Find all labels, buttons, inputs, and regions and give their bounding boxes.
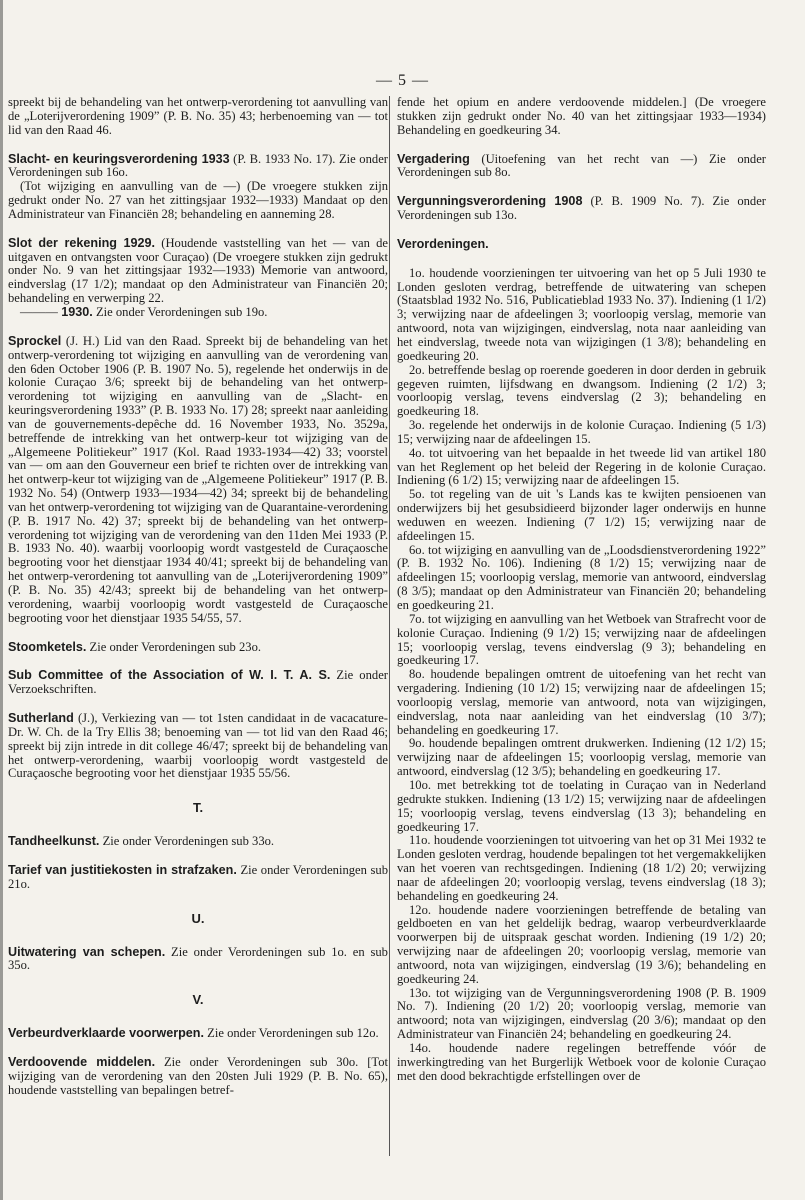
entry-tandheelkunst [8, 835, 388, 849]
entry-subentry-1930 [8, 306, 388, 320]
section-letter-t: T. [192, 800, 204, 816]
entry-heading: Sprockel [8, 333, 62, 348]
list-item: 11o. houdende voorzieningen tot uitvoering van het op 31 Mei 1932 te Londen gesloten verdrag, houdende bepalingen tot het vergemakkelijken van het voeren van rechtsgedingen. Indiening (18 1/2) 20; verwijzing naar de afdeelingen 20; voorloopig verslag, tevens eindverslag (18 3); behandeling en goedkeuring 24. [397, 833, 766, 903]
entry-sub-committee [8, 669, 388, 697]
section-letter-v: V. [192, 992, 204, 1008]
entry-text: (J. H.) Lid van den Raad. Spreekt bij de behandeling van het ontwerp-verordening tot wijziging en aanvulling van de verordening van den 6den October 1906 (P. B. 1907 No. 5), regelende het onderwijs in de kolonie Curaçao 3/6; spreekt bij de behandeling van het ontwerp-verordening tot wijziging en aanvulling van de „Slacht- en keuringsverordening 1933” (P. B. 1933 No. 17) 28; spreekt naar aanleiding van de gouvernements-depêche dd. 16 November 1933, No. 3529a, betreffende de intrekking van het ontwerp-keur tot wijziging van de „Algemeene Politiekeur” 1917 (Kol. Raad 1933-1934—42) 33; voorstel van — om aan den Gouverneur een brief te richten over de intrekking van het ontwerp-keur tot wijziging van de „Algemeene Politiekeur” 1917 (P. B. 1932 No. 54) (Ontwerp 1933—1934—42) 34; spreekt bij de behandeling van het ontwerp-verordening tot wijziging van de Quarantaine-verordening (P. B. 1917 No. 42) 37; spreekt bij de behandeling van het ontwerp-verordening tot wijziging van de verordening van den 11den Mei 1933 (P. B. 1933 No. 40). waarbij voorloopig wordt vastgesteld de Curaçaosche begrooting voor het dienstjaar 1934 40/41; spreekt bij de behandeling van het ontwerp-verordening tot aanvulling van de „Loterijverordening 1909” (P. B. No. 35) 42/43; spreekt bij de behandeling van het ontwerp-verordening, waarbij voorloopig wordt vastgesteld de Curaçaosche begrooting voor het dienstjaar 1935 54/55, 57. [8, 333, 388, 625]
entry-text: (Houdende vaststelling van het — van de uitgaven en ontvangsten voor Curaçao) (De vroegere stukken zijn gedrukt onder No. 9 van het zittingsjaar 1932—1933) Memorie van antwoord, eindverslag (17 1/2); mandaat op den Administrateur van Financiën 20; behandeling en verwerping 22. [8, 235, 388, 306]
entry-tarief-justitiekosten [8, 864, 388, 892]
entry-text: Zie onder Verordeningen sub 21o. [8, 862, 388, 891]
entry-text: Zie onder Verordeningen sub 23o. [86, 639, 262, 654]
entry-text: (J.), Verkiezing van — tot 1sten candidaat in de vacacature-Dr. W. Ch. de la Try Ellis 38; benoeming van — tot lid van den Raad 46; spreekt bij zijn intrede in dit college 46/47; spreekt bij de behandeling van het ontwerp-verordening, waarbij voorloopig wordt vastgesteld de Curaçaosche begrooting voor het dienstjaar 1935 55/56. [8, 711, 388, 781]
entry-heading: Sub Committee of the Association of W. I. T. A. S. [8, 668, 331, 683]
section-letter-u: U. [191, 910, 205, 926]
list-item: 9o. houdende bepalingen omtrent drukwerken. Indiening (12 1/2) 15; verwijzing naar de afdeelingen 15; voorloopig verslag, memorie van antwoord, eindverslag (12 3/5); behandeling en goedkeuring 17. [397, 736, 766, 779]
list-item: 7o. tot wijziging en aanvulling van het Wetboek van Strafrecht voor de kolonie Curaçao. Indiening (9 1/2) 15; verwijzing naar de afdeelingen 15; voorloopig verslag, tevens eindverslag (9 3); behandeling en goedkeuring 17. [397, 611, 766, 668]
entry-heading: Verordeningen. [397, 236, 489, 251]
entry-subheading: 1930. [57, 304, 93, 319]
entry-heading: Vergunningsverordening 1908 [397, 194, 583, 209]
entry-uitwatering [8, 946, 388, 974]
entry-heading: Stoomketels. [8, 639, 87, 654]
entry-text: (P. B. 1909 No. 7). Zie onder Verordeningen sub 13o. [397, 194, 766, 223]
entry-heading: Sutherland [8, 711, 74, 726]
entry-heading: Uitwatering van schepen. [8, 944, 166, 959]
entry-heading: Slacht- en keuringsverordening 1933 [8, 151, 230, 166]
list-item: 4o. tot uitvoering van het bepaalde in het tweede lid van artikel 180 van het Reglement op het beleid der Regering in de kolonie Curaçao. Indiening (6 1/2) 15; verwijzing naar de afdeelingen 15. [397, 445, 766, 488]
entry-verdoovende-middelen [8, 1056, 388, 1098]
continued-entry: spreekt bij de behandeling van het ontwerp-verordening tot aanvulling van de „Loterijverordening 1909” (P. B. No. 35) 43; herbenoeming van — tot lid van den Raad 46. [8, 95, 388, 137]
entry-slacht-keuring [8, 153, 388, 181]
list-item: 12o. houdende nadere voorzieningen betreffende de betaling van geldboeten en van het geldelijk bedrag, waarop verbeurdverklaarde voorwerpen bij de uitspraak geschat worden. Indiening (19 1/2) 20; verwijzing naar de afdeelingen 20; voorloopig verslag, memorie van antwoord, nota van wijzigingen, eindverslag (19 3/6); behandeling en goedkeuring 24. [397, 902, 766, 986]
entry-text: Zie onder Verordeningen sub 1o. en sub 35o. [8, 944, 388, 973]
entry-sprockel [8, 335, 388, 626]
entry-stoomketels [8, 641, 388, 655]
list-item: 5o. tot regeling van de uit 's Lands kas te kwijten pensioenen van onderwijzers bij het gesubsidieerd bijzonder lager onderwijs en hunne weduwen en weezen. Indiening (7 1/2) 15; verwijzing naar de afdeelingen 15. [397, 487, 766, 543]
entry-verbeurdverklaarde [8, 1027, 388, 1041]
column-divider [389, 96, 390, 1156]
list-item: 1o. houdende voorzieningen ter uitvoering van het op 5 Juli 1930 te Londen gesloten verdrag, betreffende de uitwatering van schepen (Staatsblad 1932 No. 516, Publicatieblad 1933 No. 37). Indiening (1 1/2) 3; verwijzing naar de afdeelingen 3; voorloopig verslag, memorie van antwoord, nota van wijzigingen, eindverslag, nota naar aanleiding van het eindverslag, tweede nota van wijzigingen (1 3/8); behandeling en goedkeuring 20. [397, 265, 766, 363]
entry-text: (P. B. 1933 No. 17). Zie onder Verordeningen sub 16o. [8, 151, 388, 180]
list-item: 13o. tot wijziging van de Vergunningsverordening 1908 (P. B. 1909 No. 7). Indiening (20 1/2) 20; voorloopig verslag, memorie van antwoord; nota van wijzigingen, eindverslag (20 3/6); mandaat op den Administrateur van Financiën 24; behandeling en goedkeuring 24. [397, 985, 766, 1042]
list-item: 8o. houdende bepalingen omtrent de uitoefening van het recht van vergadering. Indiening (10 1/2) 15; verwijzing naar de afdeelingen 15; voorloopig verslag, memorie van antwoord, nota van wijzigingen, eindverslag, nota naar aanleiding van het eindverslag (10 3/7); behandeling en goedkeuring 17. [397, 667, 766, 737]
continued-entry: fende het opium en andere verdoovende middelen.] (De vroegere stukken zijn gedrukt onder No. 40 van het zittingsjaar 1933—1934) Behandeling en goedkeuring 34. [397, 95, 766, 137]
entry-heading: Verbeurdverklaarde voorwerpen. [8, 1026, 204, 1041]
list-item: 6o. tot wijziging en aanvulling van de „Loodsdienstverordening 1922” (P. B. 1932 No. 106). Indiening (8 1/2) 15; verwijzing naar de afdeelingen 15; voorloopig verslag, memorie van antwoord, eindverslag (8 3/5); mandaat op den Administrateur van Financiën 20; behandeling en goedkeuring 21. [397, 542, 766, 612]
list-item: 2o. betreffende beslag op roerende goederen in door derden in gebruik gegeven ruimten, lijfsdwang en dwangsom. Indiening (2 1/2) 3; voorloopig verslag, tevens eindverslag (2 3); behandeling en goedkeuring 18. [397, 362, 766, 419]
dash: ——— [20, 304, 58, 319]
entry-heading: Tarief van justitiekosten in strafzaken. [8, 862, 237, 877]
entry-vergunningsverordening [397, 195, 766, 223]
list-item: 3o. regelende het onderwijs in de kolonie Curaçao. Indiening (5 1/3) 15; verwijzing naar de afdeelingen 15. [397, 418, 766, 446]
entry-vergadering [397, 153, 766, 181]
page-number: — 5 — [376, 72, 429, 89]
entry-heading: Tandheelkunst. [8, 834, 100, 849]
entry-text: Zie onder Verordeningen sub 30o. [Tot wijziging van de verordening van den 20sten Juli 1929 (P. B. No. 65), houdende vaststelling van bepalingen betref- [8, 1054, 388, 1097]
scan-edge [0, 0, 3, 1200]
entry-slot-rekening [8, 237, 388, 306]
entry-text: Zie onder Verordeningen sub 19o. [92, 304, 268, 319]
entry-verordeningen [397, 238, 766, 252]
entry-text: (Uitoefening van het recht van —) Zie onder Verordeningen sub 8o. [397, 151, 766, 180]
left-column [8, 96, 388, 1097]
right-column [397, 96, 766, 1084]
entry-subtext: (Tot wijziging en aanvulling van de —) (De vroegere stukken zijn gedrukt onder No. 27 van het zittingsjaar 1932—1933) Mandaat op den Administrateur van Financiën 28; behandeling en aanneming 28. [8, 179, 388, 221]
entry-text: Zie onder Verzoekschriften. [8, 668, 388, 697]
entry-heading: Slot der rekening 1929. [8, 235, 156, 250]
entry-text: Zie onder Verordeningen sub 12o. [204, 1026, 379, 1041]
list-item: 10o. met betrekking tot de toelating in Curaçao van in Nederland gedrukte stukken. Indiening (13 1/2) 15; verwijzing naar de afdeelingen 15; voorloopig verslag, tevens eindverslag (13 3); behandeling en goedkeuring 17. [397, 777, 766, 834]
entry-heading: Vergadering [397, 151, 470, 166]
entry-heading: Verdoovende middelen. [8, 1054, 156, 1069]
entry-sutherland [8, 712, 388, 781]
entry-text: Zie onder Verordeningen sub 33o. [99, 834, 275, 849]
list-item: 14o. houdende nadere regelingen betreffende vóór de inwerkingtreding van het Burgerlijk Wetboek voor de kolonie Curaçao met den dood bekrachtigde erfstellingen over de [397, 1041, 766, 1083]
